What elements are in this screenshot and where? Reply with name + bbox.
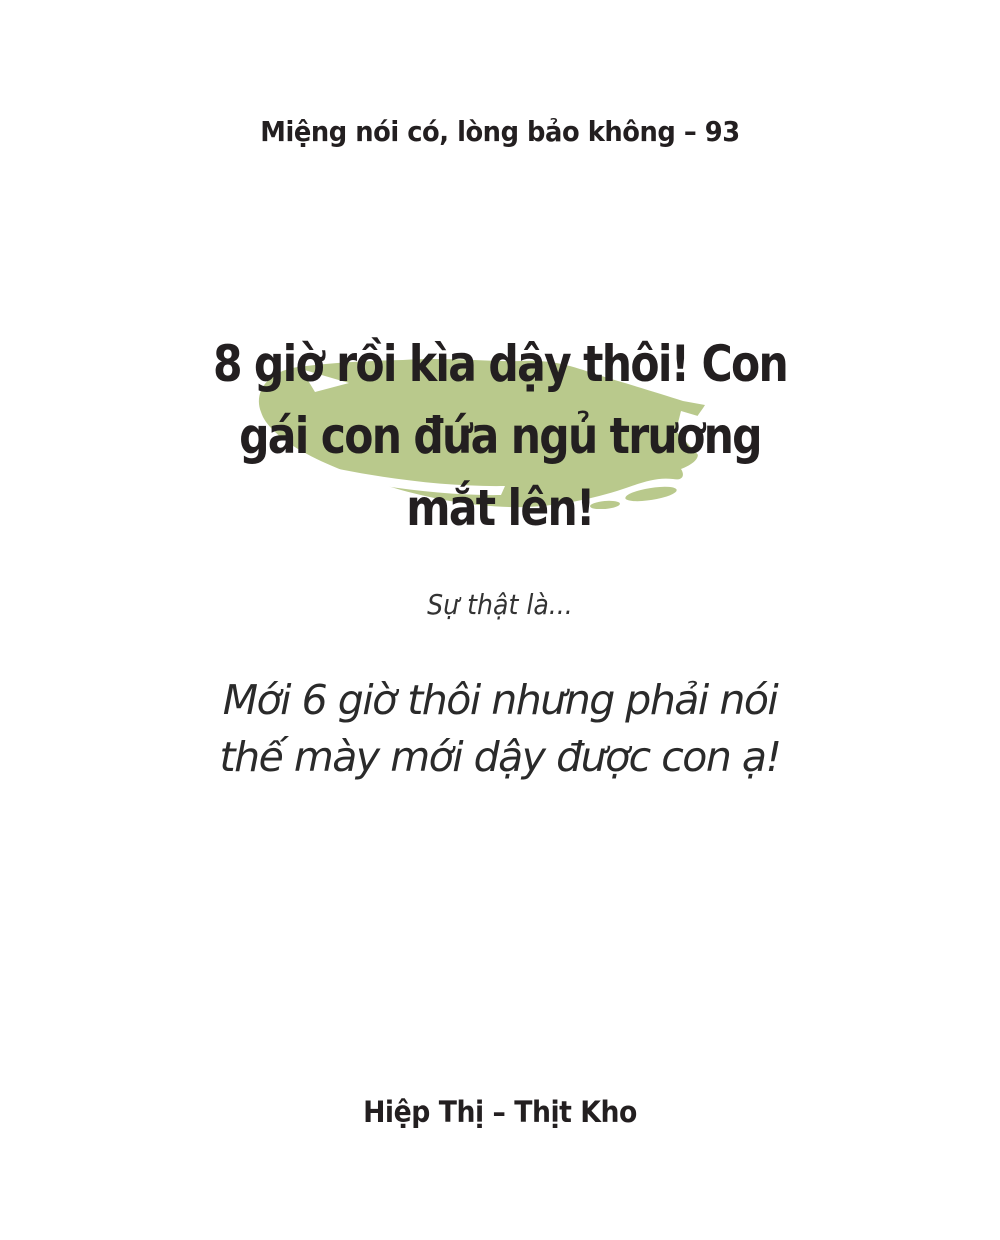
- answer-line-2: thế mày mới dậy được con ạ!: [219, 733, 781, 781]
- chapter-heading: [75, 328, 925, 544]
- heading-line-2: gái con đứa ngủ trương: [239, 407, 761, 465]
- subtitle-lead-in: Sự thật là...: [427, 588, 573, 621]
- running-header: Miệng nói có, lòng bảo không – 93: [260, 115, 740, 148]
- heading-line-3: mắt lên!: [406, 479, 594, 537]
- answer-text: [0, 672, 1000, 786]
- footer-author: Hiệp Thị – Thịt Kho: [363, 1095, 637, 1129]
- answer-line-1: Mới 6 giờ thôi nhưng phải nói: [222, 676, 778, 724]
- heading-line-1: 8 giờ rồi kìa dậy thôi! Con: [212, 335, 788, 393]
